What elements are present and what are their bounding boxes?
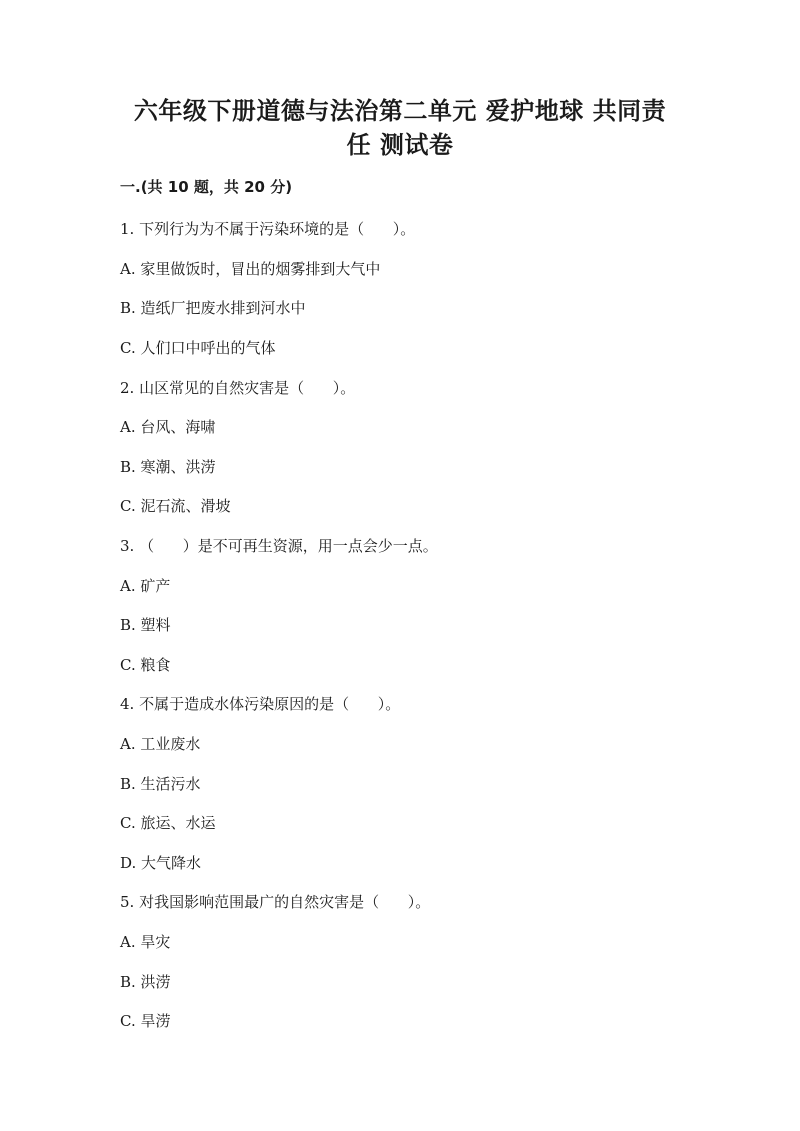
option-4c: C. 旅运、水运 — [120, 814, 216, 832]
option-3a: A. 矿产 — [120, 577, 171, 595]
option-3c: C. 粮食 — [120, 656, 171, 674]
option-1b: B. 造纸厂把废水排到河水中 — [120, 299, 306, 317]
option-5a: A. 旱灾 — [120, 933, 171, 951]
option-2c: C. 泥石流、滑坡 — [120, 497, 231, 515]
option-4d: D. 大气降水 — [120, 854, 202, 872]
page-title — [100, 94, 700, 162]
option-5c: C. 旱涝 — [120, 1012, 171, 1030]
option-4b: B. 生活污水 — [120, 775, 201, 793]
question-stem-1: 1. 下列行为为不属于污染环境的是（ ）。 — [120, 220, 416, 238]
option-1a: A. 家里做饭时，冒出的烟雾排到大气中 — [120, 260, 381, 278]
question-stem-3: 3. （ ）是不可再生资源，用一点会少一点。 — [120, 537, 438, 555]
option-2a: A. 台风、海啸 — [120, 418, 216, 436]
question-stem-2: 2. 山区常见的自然灾害是（ ）。 — [120, 379, 356, 397]
question-stem-4: 4. 不属于造成水体污染原因的是（ ）。 — [120, 695, 401, 713]
option-5b: B. 洪涝 — [120, 973, 171, 991]
option-4a: A. 工业废水 — [120, 735, 201, 753]
section-header: 一.(共 10 题，共 20 分) — [120, 178, 293, 196]
question-stem-5: 5. 对我国影响范围最广的自然灾害是（ ）。 — [120, 893, 431, 911]
title-line-1: 六年级下册道德与法治第二单元 爱护地球 共同责 — [133, 97, 667, 125]
option-2b: B. 寒潮、洪涝 — [120, 458, 216, 476]
title-line-2: 任 测试卷 — [346, 131, 454, 159]
option-1c: C. 人们口中呼出的气体 — [120, 339, 276, 357]
option-3b: B. 塑料 — [120, 616, 171, 634]
